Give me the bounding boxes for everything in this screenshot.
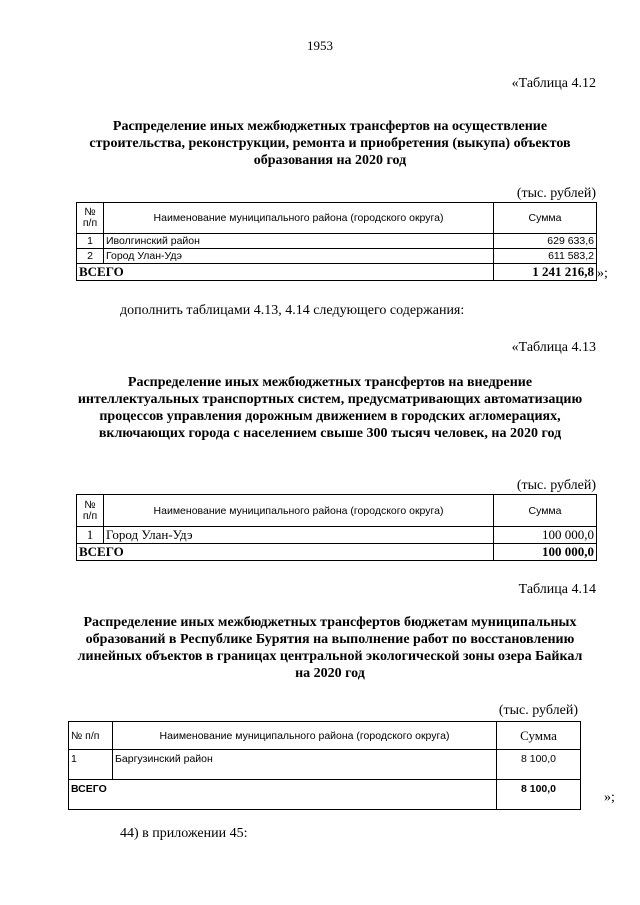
- table-4-12: [76, 202, 597, 281]
- header-sum: Сумма: [494, 203, 597, 234]
- table-4-14-label: Таблица 4.14: [518, 582, 596, 597]
- table-4-12-closing: »;: [597, 266, 608, 281]
- page-number: 1953: [307, 38, 333, 53]
- total-label: ВСЕГО: [77, 264, 494, 281]
- table-4-14-closing: »;: [604, 790, 615, 805]
- row-sum: 100 000,0: [494, 527, 597, 544]
- header-sum: Сумма: [497, 722, 581, 750]
- table-4-13-label: «Таблица 4.13: [511, 340, 596, 355]
- table-4-12-label: «Таблица 4.12: [511, 76, 596, 91]
- row-name: Город Улан-Удэ: [104, 527, 494, 544]
- header-no: № п/п: [69, 722, 113, 750]
- row-sum: 8 100,0: [497, 750, 581, 780]
- header-sum: Сумма: [494, 495, 597, 527]
- paragraph-supplement: дополнить таблицами 4.13, 4.14 следующего содержания:: [120, 303, 465, 318]
- total-sum: 1 241 216,8: [494, 264, 597, 281]
- row-no: 1: [69, 750, 113, 780]
- table-4-13-title: Распределение иных межбюджетных трансфертов на внедрение интеллектуальных транспортных систем, предусматривающих автоматизацию процессов управления дорожным движением в городских агломерациях, включающих города с населением свыше 300 тысяч человек, на 2020 год: [77, 375, 583, 441]
- row-name: Баргузинский район: [113, 750, 497, 780]
- paragraph-appendix: 44) в приложении 45:: [120, 826, 248, 841]
- table-row: [77, 527, 597, 544]
- header-no: № п/п: [77, 495, 104, 527]
- table-4-14-title: Распределение иных межбюджетных трансфертов бюджетам муниципальных образований в Республике Бурятия на выполнение работ по восстановлению линейных объектов в границах центральной экологической зоны озера Байкал на 2020 год: [77, 615, 583, 681]
- table-4-12-title: Распределение иных межбюджетных трансфертов на осуществление строительства, реконструкции, ремонта и приобретения (выкупа) объектов образования на 2020 год: [89, 119, 571, 168]
- header-name: Наименование муниципального района (городского округа): [104, 495, 494, 527]
- row-no: 1: [77, 527, 104, 544]
- header-name: Наименование муниципального района (городского округа): [113, 722, 497, 750]
- table-4-13-units: (тыс. рублей): [516, 478, 596, 493]
- total-label: ВСЕГО: [77, 544, 494, 561]
- row-sum: 611 583,2: [494, 249, 597, 264]
- header-no: № п/п: [77, 203, 104, 234]
- table-row: [69, 750, 581, 780]
- header-name: Наименование муниципального района (городского округа): [104, 203, 494, 234]
- table-4-14: [68, 721, 581, 810]
- table-row: [77, 249, 597, 264]
- total-sum: 8 100,0: [497, 780, 581, 810]
- row-name: Иволгинский район: [104, 234, 494, 249]
- row-name: Город Улан-Удэ: [104, 249, 494, 264]
- row-sum: 629 633,6: [494, 234, 597, 249]
- table-4-14-units: (тыс. рублей): [498, 703, 578, 718]
- table-4-13: [76, 494, 597, 561]
- total-label: ВСЕГО: [69, 780, 497, 810]
- total-sum: 100 000,0: [494, 544, 597, 561]
- table-4-12-units: (тыс. рублей): [516, 186, 596, 201]
- row-no: 2: [77, 249, 104, 264]
- table-row: [77, 234, 597, 249]
- row-no: 1: [77, 234, 104, 249]
